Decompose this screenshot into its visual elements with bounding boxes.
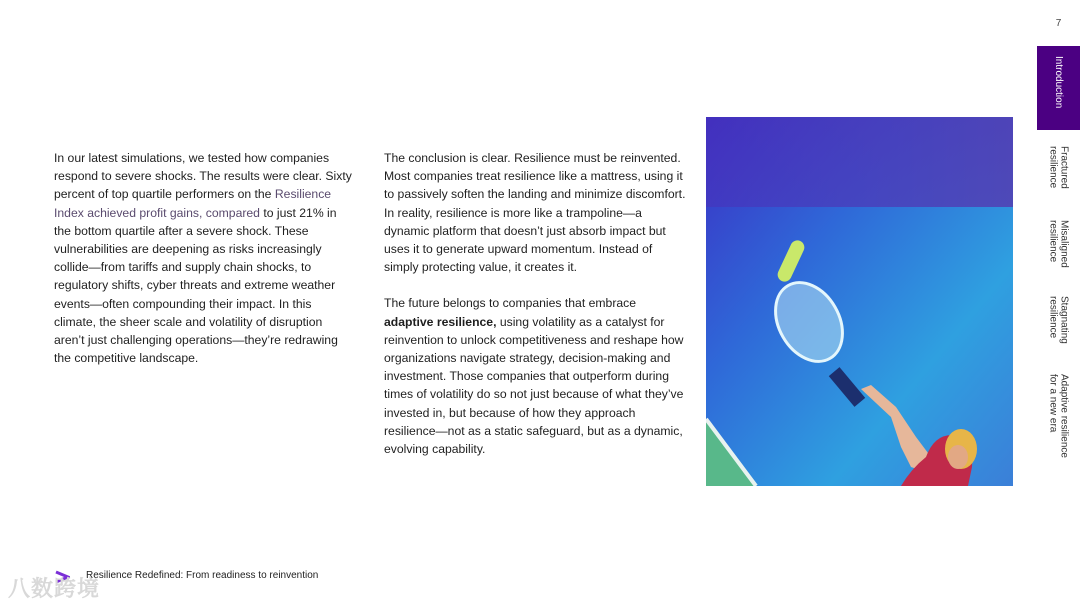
tab-adaptive-label: Adaptive resilience for a new era: [1047, 374, 1070, 458]
resilience-index-link[interactable]: Resilience Index achieved profit gains, compared: [54, 187, 332, 220]
tab-introduction-label: Introduction: [1053, 56, 1064, 109]
tab-fractured-label: Fractured resilience: [1047, 146, 1070, 189]
tennis-player-photo: [706, 117, 1013, 486]
tab-introduction[interactable]: [1037, 46, 1080, 130]
left-paragraph: [54, 149, 352, 367]
tab-stagnating-resilience[interactable]: [1037, 296, 1080, 356]
tennis-photo-illustration: [706, 117, 1013, 486]
tab-stagnating-label: Stagnating resilience: [1047, 296, 1070, 344]
adaptive-resilience-bold: adaptive resilience,: [384, 314, 497, 329]
section-sidebar: [1037, 0, 1080, 607]
future-text-b: using volatility as a catalyst for reinvention to unlock competitiveness and reshape how organizations navigate strategy, decision-making and investment. Those companies that outperform during times of volatility do so not just because of what they’ve invested in, but because of how they approach resilience—not as a static safeguard, but as a dynamic, evolving capability.: [384, 314, 684, 457]
footer-title: Resilience Redefined: From readiness to reinvention: [86, 570, 319, 581]
tab-fractured-resilience[interactable]: [1037, 146, 1080, 206]
tab-adaptive-resilience[interactable]: [1037, 374, 1080, 474]
future-paragraph: [384, 294, 686, 458]
left-text-b: to just 21% in the bottom quartile after a severe shock. These vulnerabilities are deepening as risks increasingly collide—from tariffs and supply chain shocks, to regulatory shifts, cyber threats and extreme weather events—often compounding their impact. In this climate, the sheer scale and volatility of disruption aren’t just challenging operations—they’re redrawing the competitive landscape.: [54, 205, 338, 366]
tab-misaligned-resilience[interactable]: [1037, 220, 1080, 280]
conclusion-paragraph: The conclusion is clear. Resilience must be reinvented. Most companies treat resilience like a mattress, using it to passively soften the landing and minimize discomfort. In reality, resilience is more like a trampoline—a dynamic platform that doesn’t just absorb impact but uses it to generate upward momentum. Instead of simply protecting value, it creates it.: [384, 151, 686, 275]
watermark: 八数跨境: [8, 576, 101, 601]
future-text-a: The future belongs to companies that embrace: [384, 296, 637, 311]
tab-misaligned-label: Misaligned resilience: [1047, 220, 1070, 268]
page-number: 7: [1055, 18, 1062, 29]
left-text-a: In our latest simulations, we tested how companies respond to severe shocks. The results were clear. Sixty percent of top quartile performers on the: [54, 151, 352, 202]
right-column: [384, 149, 686, 476]
left-column: [54, 149, 352, 385]
